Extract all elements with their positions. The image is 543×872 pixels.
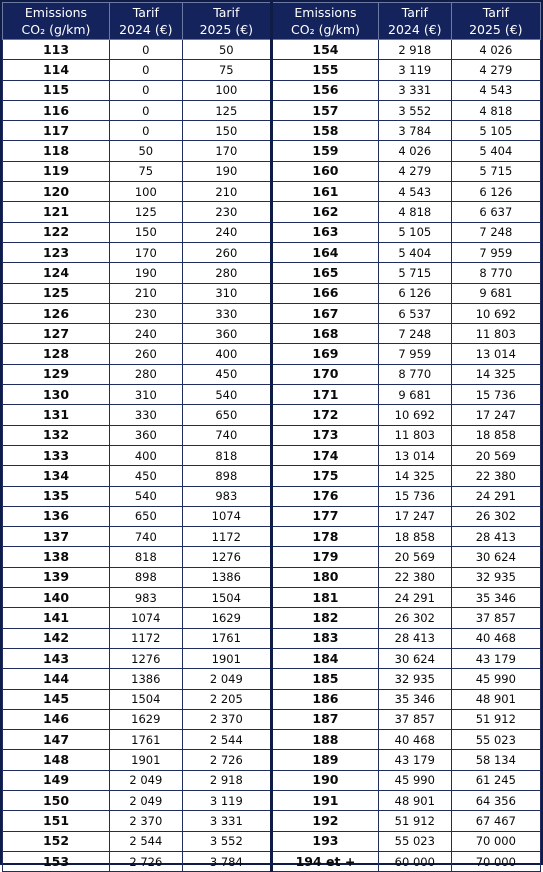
- tarif-2025-cell: 4 543: [451, 80, 540, 100]
- tarif-2024-cell: 150: [109, 222, 182, 242]
- tarif-2024-cell: 360: [109, 425, 182, 445]
- table-row: [3, 80, 541, 100]
- tarif-2024-cell: 0: [109, 40, 182, 60]
- tarif-2024-cell: 0: [109, 60, 182, 80]
- tarif-2025-cell: 2 726: [182, 750, 271, 770]
- header-tarif-2024-left: Tarif 2024 (€): [109, 3, 182, 40]
- tarif-2024-cell: 26 302: [378, 608, 451, 628]
- tarif-2025-cell: 450: [182, 364, 271, 384]
- tarif-2025-cell: 61 245: [451, 770, 540, 790]
- tarif-2024-cell: 5 404: [378, 242, 451, 262]
- tarif-2025-cell: 15 736: [451, 385, 540, 405]
- tarif-2024-cell: 190: [109, 263, 182, 283]
- emission-cell: 188: [271, 730, 378, 750]
- tarif-2025-cell: 43 179: [451, 648, 540, 668]
- tarif-2024-cell: 10 692: [378, 405, 451, 425]
- tarif-2025-cell: 7 959: [451, 242, 540, 262]
- emission-cell: 158: [271, 121, 378, 141]
- tarif-2024-cell: 2 049: [109, 770, 182, 790]
- tarif-2025-cell: 75: [182, 60, 271, 80]
- emission-cell: 178: [271, 527, 378, 547]
- tarif-2025-cell: 17 247: [451, 405, 540, 425]
- table-body: [3, 40, 541, 872]
- table-row: [3, 567, 541, 587]
- emission-cell: 128: [3, 344, 110, 364]
- emission-cell: 159: [271, 141, 378, 161]
- emission-cell: 162: [271, 202, 378, 222]
- tarif-2025-cell: 983: [182, 486, 271, 506]
- emission-cell: 136: [3, 506, 110, 526]
- table-row: [3, 709, 541, 729]
- table-row: [3, 445, 541, 465]
- tarif-2024-cell: 6 126: [378, 283, 451, 303]
- tarif-2025-cell: 22 380: [451, 466, 540, 486]
- tarif-2024-cell: 14 325: [378, 466, 451, 486]
- tarif-2024-cell: 1386: [109, 669, 182, 689]
- table-row: [3, 405, 541, 425]
- emission-cell: 125: [3, 283, 110, 303]
- table-row: [3, 100, 541, 120]
- tarif-2025-cell: 818: [182, 445, 271, 465]
- tarif-2024-cell: 60 000: [378, 851, 451, 871]
- tarif-2025-cell: 1901: [182, 648, 271, 668]
- table-row: [3, 385, 541, 405]
- tarif-2025-cell: 210: [182, 182, 271, 202]
- emission-cell: 186: [271, 689, 378, 709]
- emission-cell: 147: [3, 730, 110, 750]
- emission-cell: 151: [3, 811, 110, 831]
- tarif-2024-cell: 4 543: [378, 182, 451, 202]
- tarif-2024-cell: 898: [109, 567, 182, 587]
- emission-cell: 124: [3, 263, 110, 283]
- emission-cell: 191: [271, 790, 378, 810]
- tarif-2025-cell: 260: [182, 242, 271, 262]
- tarif-2025-cell: 11 803: [451, 324, 540, 344]
- tarif-2024-cell: 43 179: [378, 750, 451, 770]
- emission-cell: 175: [271, 466, 378, 486]
- tarif-2025-cell: 1629: [182, 608, 271, 628]
- emission-cell: 149: [3, 770, 110, 790]
- table-row: [3, 547, 541, 567]
- tarif-2025-cell: 280: [182, 263, 271, 283]
- emission-cell: 127: [3, 324, 110, 344]
- tarif-2024-cell: 35 346: [378, 689, 451, 709]
- tarif-2025-cell: 1172: [182, 527, 271, 547]
- table-row: [3, 344, 541, 364]
- tarif-2024-cell: 230: [109, 303, 182, 323]
- emission-cell: 134: [3, 466, 110, 486]
- emission-cell: 148: [3, 750, 110, 770]
- table-row: [3, 608, 541, 628]
- emission-cell: 153: [3, 851, 110, 871]
- tarif-2025-cell: 400: [182, 344, 271, 364]
- emission-cell: 190: [271, 770, 378, 790]
- emission-cell: 192: [271, 811, 378, 831]
- table-row: [3, 770, 541, 790]
- emission-cell: 173: [271, 425, 378, 445]
- emission-cell: 144: [3, 669, 110, 689]
- table-row: [3, 588, 541, 608]
- tarif-2024-cell: 3 331: [378, 80, 451, 100]
- tarif-2024-cell: 1074: [109, 608, 182, 628]
- tarif-2025-cell: 3 331: [182, 811, 271, 831]
- table-row: [3, 628, 541, 648]
- tarif-2025-cell: 2 370: [182, 709, 271, 729]
- tarif-2025-cell: 2 918: [182, 770, 271, 790]
- emission-cell: 181: [271, 588, 378, 608]
- table-row: [3, 364, 541, 384]
- tarif-2024-cell: 18 858: [378, 527, 451, 547]
- emission-cell: 114: [3, 60, 110, 80]
- tarif-2024-cell: 3 784: [378, 121, 451, 141]
- tarif-2024-cell: 4 279: [378, 161, 451, 181]
- emission-cell: 121: [3, 202, 110, 222]
- tarif-2025-cell: 55 023: [451, 730, 540, 750]
- table-row: [3, 527, 541, 547]
- tarif-2024-cell: 8 770: [378, 364, 451, 384]
- emission-cell: 122: [3, 222, 110, 242]
- emission-cell: 138: [3, 547, 110, 567]
- tarif-2025-cell: 360: [182, 324, 271, 344]
- tarif-2025-cell: 230: [182, 202, 271, 222]
- table-row: [3, 242, 541, 262]
- emission-cell: 185: [271, 669, 378, 689]
- emission-cell: 179: [271, 547, 378, 567]
- emission-cell: 132: [3, 425, 110, 445]
- emission-cell: 166: [271, 283, 378, 303]
- emission-cell: 140: [3, 588, 110, 608]
- tarif-2025-cell: 6 637: [451, 202, 540, 222]
- tarif-2025-cell: 898: [182, 466, 271, 486]
- tarif-2024-cell: 32 935: [378, 669, 451, 689]
- tarif-2024-cell: 28 413: [378, 628, 451, 648]
- emission-cell: 183: [271, 628, 378, 648]
- emission-cell: 137: [3, 527, 110, 547]
- table-row: [3, 466, 541, 486]
- tarif-2024-cell: 11 803: [378, 425, 451, 445]
- emission-cell: 133: [3, 445, 110, 465]
- tarif-2025-cell: 48 901: [451, 689, 540, 709]
- table-row: [3, 202, 541, 222]
- tarif-2024-cell: 30 624: [378, 648, 451, 668]
- tarif-2025-cell: 330: [182, 303, 271, 323]
- emission-cell: 193: [271, 831, 378, 851]
- tarif-2024-cell: 3 552: [378, 100, 451, 120]
- tarif-2025-cell: 1276: [182, 547, 271, 567]
- table-row: [3, 811, 541, 831]
- tarif-2025-cell: 8 770: [451, 263, 540, 283]
- tarif-2024-cell: 37 857: [378, 709, 451, 729]
- tarif-2024-cell: 1901: [109, 750, 182, 770]
- tarif-2025-cell: 240: [182, 222, 271, 242]
- table-row: [3, 790, 541, 810]
- emission-cell: 154: [271, 40, 378, 60]
- tarif-2025-cell: 50: [182, 40, 271, 60]
- tarif-2024-cell: 100: [109, 182, 182, 202]
- emission-cell: 156: [271, 80, 378, 100]
- tarif-2024-cell: 2 726: [109, 851, 182, 871]
- tarif-2025-cell: 170: [182, 141, 271, 161]
- tarif-2024-cell: 2 370: [109, 811, 182, 831]
- tarif-2024-cell: 45 990: [378, 770, 451, 790]
- table-row: [3, 161, 541, 181]
- header-tarif-2025-left: Tarif 2025 (€): [182, 3, 271, 40]
- tarif-2025-cell: 190: [182, 161, 271, 181]
- tarif-2025-cell: 18 858: [451, 425, 540, 445]
- table-row: [3, 60, 541, 80]
- tarif-2024-cell: 51 912: [378, 811, 451, 831]
- emission-cell: 180: [271, 567, 378, 587]
- tarif-2025-cell: 51 912: [451, 709, 540, 729]
- tarif-2024-cell: 818: [109, 547, 182, 567]
- table-row: [3, 222, 541, 242]
- emission-cell: 118: [3, 141, 110, 161]
- tarif-2024-cell: 210: [109, 283, 182, 303]
- tarif-2025-cell: 650: [182, 405, 271, 425]
- table-row: [3, 506, 541, 526]
- tarif-2025-cell: 4 818: [451, 100, 540, 120]
- tarif-2024-cell: 75: [109, 161, 182, 181]
- tarif-2025-cell: 28 413: [451, 527, 540, 547]
- emission-cell: 157: [271, 100, 378, 120]
- emission-cell: 194 et +: [271, 851, 378, 871]
- tarif-2025-cell: 2 205: [182, 689, 271, 709]
- tarif-2025-cell: 32 935: [451, 567, 540, 587]
- emission-cell: 174: [271, 445, 378, 465]
- tarif-2024-cell: 1504: [109, 689, 182, 709]
- tarif-2025-cell: 10 692: [451, 303, 540, 323]
- tarif-2025-cell: 310: [182, 283, 271, 303]
- tarif-2025-cell: 35 346: [451, 588, 540, 608]
- tarif-2024-cell: 310: [109, 385, 182, 405]
- tarif-2024-cell: 3 119: [378, 60, 451, 80]
- tarif-2025-cell: 3 784: [182, 851, 271, 871]
- emission-cell: 189: [271, 750, 378, 770]
- emission-cell: 119: [3, 161, 110, 181]
- emission-cell: 161: [271, 182, 378, 202]
- tarif-2024-cell: 22 380: [378, 567, 451, 587]
- tarif-2024-cell: 0: [109, 121, 182, 141]
- emission-cell: 155: [271, 60, 378, 80]
- tarif-2024-cell: 20 569: [378, 547, 451, 567]
- emission-cell: 117: [3, 121, 110, 141]
- emission-cell: 142: [3, 628, 110, 648]
- header-emissions-left: Emissions CO₂ (g/km): [3, 3, 110, 40]
- emission-cell: 171: [271, 385, 378, 405]
- tarif-2025-cell: 6 126: [451, 182, 540, 202]
- tarif-2024-cell: 1629: [109, 709, 182, 729]
- tarif-2024-cell: 9 681: [378, 385, 451, 405]
- tarif-2025-cell: 30 624: [451, 547, 540, 567]
- emission-cell: 145: [3, 689, 110, 709]
- tarif-2024-cell: 400: [109, 445, 182, 465]
- emission-cell: 120: [3, 182, 110, 202]
- tarif-2024-cell: 55 023: [378, 831, 451, 851]
- table-row: [3, 324, 541, 344]
- tarif-2024-cell: 125: [109, 202, 182, 222]
- tarif-2024-cell: 4 818: [378, 202, 451, 222]
- emission-cell: 135: [3, 486, 110, 506]
- tarif-2025-cell: 1074: [182, 506, 271, 526]
- tarif-2025-cell: 4 279: [451, 60, 540, 80]
- emission-cell: 115: [3, 80, 110, 100]
- tarif-2024-cell: 50: [109, 141, 182, 161]
- emission-cell: 130: [3, 385, 110, 405]
- emission-cell: 177: [271, 506, 378, 526]
- tarif-2025-cell: 125: [182, 100, 271, 120]
- emission-cell: 167: [271, 303, 378, 323]
- emission-cell: 187: [271, 709, 378, 729]
- tarif-2025-cell: 7 248: [451, 222, 540, 242]
- tarif-2024-cell: 1172: [109, 628, 182, 648]
- emission-cell: 182: [271, 608, 378, 628]
- table-row: [3, 263, 541, 283]
- tarif-2025-cell: 24 291: [451, 486, 540, 506]
- table-row: [3, 121, 541, 141]
- table-row: [3, 851, 541, 871]
- tarif-2025-cell: 1386: [182, 567, 271, 587]
- emission-cell: 131: [3, 405, 110, 425]
- emission-cell: 126: [3, 303, 110, 323]
- tarif-2024-cell: 540: [109, 486, 182, 506]
- table-row: [3, 730, 541, 750]
- tarif-2025-cell: 37 857: [451, 608, 540, 628]
- tarif-2025-cell: 100: [182, 80, 271, 100]
- tarif-2024-cell: 740: [109, 527, 182, 547]
- emission-cell: 146: [3, 709, 110, 729]
- emission-cell: 139: [3, 567, 110, 587]
- emission-cell: 170: [271, 364, 378, 384]
- tarif-2024-cell: 1276: [109, 648, 182, 668]
- emission-cell: 163: [271, 222, 378, 242]
- header-tarif-2024-right: Tarif 2024 (€): [378, 3, 451, 40]
- tarif-2025-cell: 2 049: [182, 669, 271, 689]
- tarif-2025-cell: 5 404: [451, 141, 540, 161]
- tarif-2025-cell: 150: [182, 121, 271, 141]
- emission-cell: 152: [3, 831, 110, 851]
- tarif-2024-cell: 24 291: [378, 588, 451, 608]
- tarif-2025-cell: 5 715: [451, 161, 540, 181]
- tarif-2025-cell: 67 467: [451, 811, 540, 831]
- tarif-2024-cell: 48 901: [378, 790, 451, 810]
- tarif-2025-cell: 9 681: [451, 283, 540, 303]
- emission-cell: 141: [3, 608, 110, 628]
- emission-cell: 113: [3, 40, 110, 60]
- header-tarif-2025-right: Tarif 2025 (€): [451, 3, 540, 40]
- tarif-2024-cell: 7 248: [378, 324, 451, 344]
- tarif-2024-cell: 650: [109, 506, 182, 526]
- tarif-2024-cell: 5 105: [378, 222, 451, 242]
- tarif-2025-cell: 45 990: [451, 669, 540, 689]
- tarif-2025-cell: 70 000: [451, 831, 540, 851]
- tarif-2024-cell: 13 014: [378, 445, 451, 465]
- tarif-2025-cell: 58 134: [451, 750, 540, 770]
- tarif-2024-cell: 260: [109, 344, 182, 364]
- tarif-2025-cell: 1504: [182, 588, 271, 608]
- tarif-2024-cell: 0: [109, 100, 182, 120]
- tarif-2024-cell: 983: [109, 588, 182, 608]
- table-row: [3, 283, 541, 303]
- tarif-2025-cell: 540: [182, 385, 271, 405]
- tarif-2024-cell: 330: [109, 405, 182, 425]
- tarif-2024-cell: 40 468: [378, 730, 451, 750]
- tarif-2024-cell: 5 715: [378, 263, 451, 283]
- tarif-2025-cell: 20 569: [451, 445, 540, 465]
- emission-cell: 123: [3, 242, 110, 262]
- tarif-2025-cell: 3 552: [182, 831, 271, 851]
- table-row: [3, 182, 541, 202]
- table-row: [3, 831, 541, 851]
- tarif-2024-cell: 1761: [109, 730, 182, 750]
- emission-cell: 172: [271, 405, 378, 425]
- tarif-2025-cell: 64 356: [451, 790, 540, 810]
- table-row: [3, 425, 541, 445]
- tarif-2024-cell: 240: [109, 324, 182, 344]
- emission-cell: 165: [271, 263, 378, 283]
- co2-tariff-table: [2, 2, 541, 872]
- tarif-2025-cell: 14 325: [451, 364, 540, 384]
- tarif-2024-cell: 7 959: [378, 344, 451, 364]
- tarif-2024-cell: 2 049: [109, 790, 182, 810]
- table-row: [3, 40, 541, 60]
- table-header: [3, 3, 541, 40]
- table-row: [3, 486, 541, 506]
- emission-cell: 160: [271, 161, 378, 181]
- tarif-2025-cell: 4 026: [451, 40, 540, 60]
- tarif-2025-cell: 740: [182, 425, 271, 445]
- emission-cell: 150: [3, 790, 110, 810]
- table-row: [3, 303, 541, 323]
- tarif-2024-cell: 170: [109, 242, 182, 262]
- emission-cell: 143: [3, 648, 110, 668]
- table-row: [3, 689, 541, 709]
- tarif-2024-cell: 17 247: [378, 506, 451, 526]
- table-row: [3, 648, 541, 668]
- tarif-2024-cell: 15 736: [378, 486, 451, 506]
- tarif-2025-cell: 40 468: [451, 628, 540, 648]
- emission-cell: 176: [271, 486, 378, 506]
- tarif-2024-cell: 6 537: [378, 303, 451, 323]
- tarif-2024-cell: 450: [109, 466, 182, 486]
- tarif-2024-cell: 280: [109, 364, 182, 384]
- table-row: [3, 141, 541, 161]
- tarif-2025-cell: 70 000: [451, 851, 540, 871]
- emission-cell: 116: [3, 100, 110, 120]
- emission-cell: 129: [3, 364, 110, 384]
- tarif-2024-cell: 2 918: [378, 40, 451, 60]
- tarif-2025-cell: 1761: [182, 628, 271, 648]
- tarif-2024-cell: 4 026: [378, 141, 451, 161]
- table-row: [3, 669, 541, 689]
- emission-cell: 184: [271, 648, 378, 668]
- tarif-2024-cell: 2 544: [109, 831, 182, 851]
- header-emissions-right: Emissions CO₂ (g/km): [271, 3, 378, 40]
- emission-cell: 168: [271, 324, 378, 344]
- table-row: [3, 750, 541, 770]
- tarif-2025-cell: 3 119: [182, 790, 271, 810]
- tarif-2025-cell: 2 544: [182, 730, 271, 750]
- tarif-2025-cell: 5 105: [451, 121, 540, 141]
- tarif-2024-cell: 0: [109, 80, 182, 100]
- emission-cell: 169: [271, 344, 378, 364]
- emission-cell: 164: [271, 242, 378, 262]
- tarif-2025-cell: 13 014: [451, 344, 540, 364]
- tarif-2025-cell: 26 302: [451, 506, 540, 526]
